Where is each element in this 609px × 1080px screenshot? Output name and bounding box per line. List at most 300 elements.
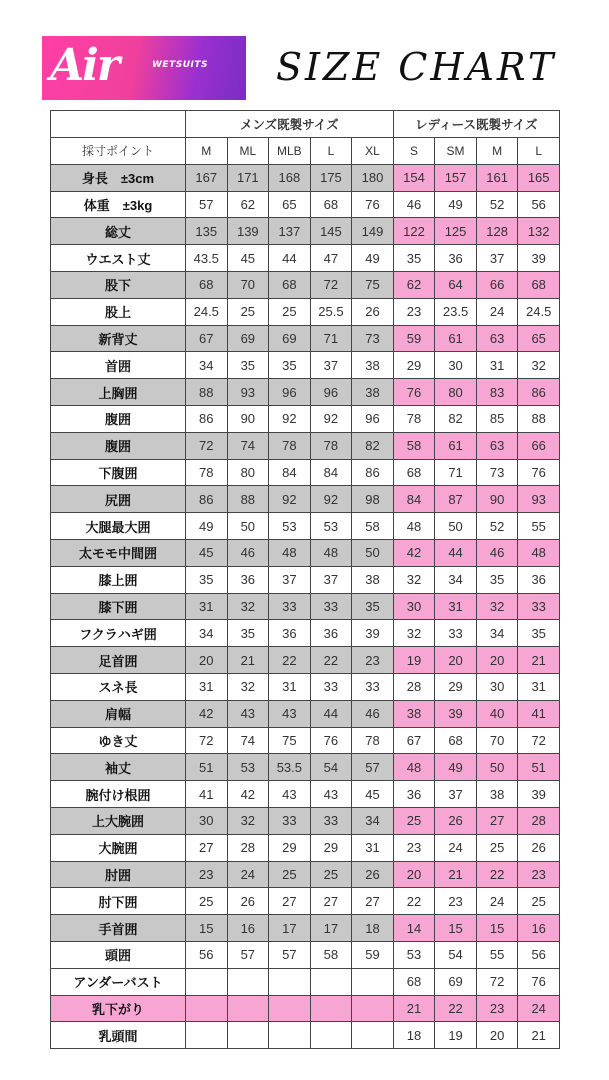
mens-value-cell: 57 bbox=[269, 941, 311, 968]
ladies-value-cell: 66 bbox=[518, 432, 560, 459]
ladies-value-cell: 22 bbox=[435, 995, 477, 1022]
ladies-value-cell: 28 bbox=[393, 673, 435, 700]
mens-value-cell: 33 bbox=[310, 673, 352, 700]
mens-value-cell: 50 bbox=[227, 513, 269, 540]
mens-value-cell: 67 bbox=[186, 325, 228, 352]
mens-value-cell: 38 bbox=[352, 352, 394, 379]
mens-value-cell: 68 bbox=[186, 271, 228, 298]
ladies-value-cell: 25 bbox=[393, 807, 435, 834]
measure-label: 腹囲 bbox=[51, 405, 186, 432]
table-row bbox=[51, 325, 560, 352]
measure-label: 肘囲 bbox=[51, 861, 186, 888]
mens-value-cell: 43.5 bbox=[186, 245, 228, 272]
mens-value-cell: 29 bbox=[269, 834, 311, 861]
mens-value-cell bbox=[186, 968, 228, 995]
ladies-value-cell: 39 bbox=[518, 781, 560, 808]
mens-value-cell: 37 bbox=[310, 566, 352, 593]
ladies-value-cell: 20 bbox=[476, 647, 518, 674]
ladies-value-cell: 19 bbox=[435, 1022, 477, 1049]
mens-value-cell: 42 bbox=[186, 700, 228, 727]
ladies-value-cell: 33 bbox=[518, 593, 560, 620]
mens-value-cell: 41 bbox=[186, 781, 228, 808]
mens-value-cell: 135 bbox=[186, 218, 228, 245]
size-header: M bbox=[186, 138, 228, 165]
ladies-value-cell: 67 bbox=[393, 727, 435, 754]
ladies-value-cell: 28 bbox=[518, 807, 560, 834]
table-row bbox=[51, 539, 560, 566]
mens-value-cell: 72 bbox=[186, 727, 228, 754]
measure-label: 太モモ中間囲 bbox=[51, 539, 186, 566]
ladies-value-cell: 33 bbox=[435, 620, 477, 647]
ladies-value-cell: 49 bbox=[435, 191, 477, 218]
ladies-value-cell: 29 bbox=[435, 673, 477, 700]
mens-value-cell: 35 bbox=[227, 620, 269, 647]
ladies-value-cell: 65 bbox=[518, 325, 560, 352]
mens-value-cell: 34 bbox=[186, 620, 228, 647]
measure-label: 体重 ±3kg bbox=[51, 191, 186, 218]
mens-group-header: メンズ既製サイズ bbox=[186, 111, 394, 138]
mens-value-cell: 26 bbox=[352, 861, 394, 888]
ladies-value-cell: 157 bbox=[435, 164, 477, 191]
mens-value-cell: 88 bbox=[186, 379, 228, 406]
ladies-value-cell: 82 bbox=[435, 405, 477, 432]
mens-value-cell: 32 bbox=[227, 807, 269, 834]
ladies-value-cell: 90 bbox=[476, 486, 518, 513]
mens-value-cell: 96 bbox=[310, 379, 352, 406]
ladies-value-cell: 14 bbox=[393, 915, 435, 942]
size-header: L bbox=[518, 138, 560, 165]
ladies-value-cell: 63 bbox=[476, 432, 518, 459]
table-row bbox=[51, 647, 560, 674]
mens-value-cell: 23 bbox=[186, 861, 228, 888]
ladies-value-cell: 51 bbox=[518, 754, 560, 781]
mens-value-cell: 33 bbox=[310, 807, 352, 834]
ladies-value-cell: 27 bbox=[476, 807, 518, 834]
table-row bbox=[51, 405, 560, 432]
mens-value-cell: 180 bbox=[352, 164, 394, 191]
mens-value-cell: 22 bbox=[269, 647, 311, 674]
mens-value-cell: 86 bbox=[352, 459, 394, 486]
mens-value-cell: 27 bbox=[186, 834, 228, 861]
table-row bbox=[51, 1022, 560, 1049]
mens-value-cell: 21 bbox=[227, 647, 269, 674]
mens-value-cell: 43 bbox=[269, 781, 311, 808]
mens-value-cell: 44 bbox=[310, 700, 352, 727]
mens-value-cell: 38 bbox=[352, 566, 394, 593]
ladies-value-cell: 63 bbox=[476, 325, 518, 352]
mens-value-cell: 34 bbox=[352, 807, 394, 834]
mens-value-cell bbox=[352, 1022, 394, 1049]
mens-value-cell: 20 bbox=[186, 647, 228, 674]
mens-value-cell: 25 bbox=[269, 298, 311, 325]
ladies-value-cell: 72 bbox=[476, 968, 518, 995]
measure-label: 上胸囲 bbox=[51, 379, 186, 406]
mens-value-cell: 149 bbox=[352, 218, 394, 245]
mens-value-cell: 43 bbox=[269, 700, 311, 727]
mens-value-cell: 23 bbox=[352, 647, 394, 674]
mens-value-cell: 171 bbox=[227, 164, 269, 191]
measure-label: 下腹囲 bbox=[51, 459, 186, 486]
mens-value-cell: 51 bbox=[186, 754, 228, 781]
mens-value-cell: 48 bbox=[310, 539, 352, 566]
measure-label: 肩幅 bbox=[51, 700, 186, 727]
table-row bbox=[51, 245, 560, 272]
mens-value-cell: 96 bbox=[269, 379, 311, 406]
mens-value-cell: 68 bbox=[310, 191, 352, 218]
mens-value-cell: 76 bbox=[352, 191, 394, 218]
mens-value-cell: 84 bbox=[310, 459, 352, 486]
mens-value-cell: 17 bbox=[269, 915, 311, 942]
ladies-value-cell: 40 bbox=[476, 700, 518, 727]
ladies-value-cell: 61 bbox=[435, 325, 477, 352]
mens-value-cell bbox=[269, 1022, 311, 1049]
mens-value-cell bbox=[269, 968, 311, 995]
mens-value-cell: 36 bbox=[310, 620, 352, 647]
ladies-value-cell: 165 bbox=[518, 164, 560, 191]
ladies-value-cell: 23 bbox=[476, 995, 518, 1022]
table-row bbox=[51, 888, 560, 915]
size-header: ML bbox=[227, 138, 269, 165]
table-row bbox=[51, 593, 560, 620]
ladies-value-cell: 24 bbox=[476, 888, 518, 915]
mens-value-cell: 50 bbox=[352, 539, 394, 566]
mens-value-cell: 145 bbox=[310, 218, 352, 245]
ladies-value-cell: 58 bbox=[393, 432, 435, 459]
measure-label: スネ長 bbox=[51, 673, 186, 700]
ladies-value-cell: 44 bbox=[435, 539, 477, 566]
ladies-value-cell: 31 bbox=[476, 352, 518, 379]
mens-value-cell: 18 bbox=[352, 915, 394, 942]
mens-value-cell: 75 bbox=[352, 271, 394, 298]
mens-value-cell: 71 bbox=[310, 325, 352, 352]
mens-value-cell: 35 bbox=[352, 593, 394, 620]
ladies-value-cell: 46 bbox=[476, 539, 518, 566]
ladies-value-cell: 54 bbox=[435, 941, 477, 968]
ladies-value-cell: 88 bbox=[518, 405, 560, 432]
mens-value-cell: 25 bbox=[186, 888, 228, 915]
ladies-value-cell: 24 bbox=[518, 995, 560, 1022]
ladies-value-cell: 52 bbox=[476, 191, 518, 218]
ladies-value-cell: 128 bbox=[476, 218, 518, 245]
mens-value-cell: 168 bbox=[269, 164, 311, 191]
ladies-value-cell: 25 bbox=[518, 888, 560, 915]
mens-value-cell bbox=[352, 995, 394, 1022]
mens-value-cell: 78 bbox=[186, 459, 228, 486]
ladies-value-cell: 53 bbox=[393, 941, 435, 968]
mens-value-cell: 25 bbox=[269, 861, 311, 888]
ladies-value-cell: 48 bbox=[393, 754, 435, 781]
ladies-value-cell: 85 bbox=[476, 405, 518, 432]
mens-value-cell: 25.5 bbox=[310, 298, 352, 325]
measure-label: 袖丈 bbox=[51, 754, 186, 781]
measure-label: フクラハギ囲 bbox=[51, 620, 186, 647]
ladies-value-cell: 48 bbox=[393, 513, 435, 540]
ladies-value-cell: 39 bbox=[435, 700, 477, 727]
mens-value-cell: 82 bbox=[352, 432, 394, 459]
table-row bbox=[51, 727, 560, 754]
mens-value-cell: 38 bbox=[352, 379, 394, 406]
ladies-value-cell: 29 bbox=[393, 352, 435, 379]
mens-value-cell: 76 bbox=[310, 727, 352, 754]
size-header: XL bbox=[352, 138, 394, 165]
logo-text: Air bbox=[50, 40, 119, 91]
table-row bbox=[51, 191, 560, 218]
ladies-value-cell: 154 bbox=[393, 164, 435, 191]
ladies-value-cell: 32 bbox=[393, 620, 435, 647]
ladies-value-cell: 36 bbox=[435, 245, 477, 272]
mens-value-cell: 90 bbox=[227, 405, 269, 432]
mens-value-cell: 43 bbox=[227, 700, 269, 727]
ladies-value-cell: 30 bbox=[393, 593, 435, 620]
ladies-value-cell: 42 bbox=[393, 539, 435, 566]
mens-value-cell bbox=[310, 995, 352, 1022]
mens-value-cell: 28 bbox=[227, 834, 269, 861]
ladies-value-cell: 34 bbox=[435, 566, 477, 593]
mens-value-cell: 53.5 bbox=[269, 754, 311, 781]
ladies-value-cell: 64 bbox=[435, 271, 477, 298]
mens-value-cell: 78 bbox=[310, 432, 352, 459]
table-row bbox=[51, 941, 560, 968]
ladies-value-cell: 37 bbox=[476, 245, 518, 272]
ladies-value-cell: 23.5 bbox=[435, 298, 477, 325]
ladies-value-cell: 24 bbox=[435, 834, 477, 861]
mens-value-cell: 49 bbox=[186, 513, 228, 540]
mens-value-cell: 15 bbox=[186, 915, 228, 942]
ladies-value-cell: 21 bbox=[518, 1022, 560, 1049]
ladies-value-cell: 30 bbox=[435, 352, 477, 379]
ladies-value-cell: 125 bbox=[435, 218, 477, 245]
ladies-value-cell: 38 bbox=[476, 781, 518, 808]
mens-value-cell: 42 bbox=[227, 781, 269, 808]
mens-value-cell: 27 bbox=[310, 888, 352, 915]
ladies-value-cell: 22 bbox=[476, 861, 518, 888]
mens-value-cell: 92 bbox=[269, 486, 311, 513]
measure-label: 大腕囲 bbox=[51, 834, 186, 861]
ladies-value-cell: 68 bbox=[435, 727, 477, 754]
ladies-value-cell: 55 bbox=[518, 513, 560, 540]
mens-value-cell: 72 bbox=[310, 271, 352, 298]
mens-value-cell: 31 bbox=[352, 834, 394, 861]
table-row bbox=[51, 861, 560, 888]
size-chart-table bbox=[50, 110, 560, 1049]
measure-label: ゆき丈 bbox=[51, 727, 186, 754]
mens-value-cell bbox=[227, 1022, 269, 1049]
ladies-value-cell: 20 bbox=[476, 1022, 518, 1049]
table-row bbox=[51, 620, 560, 647]
table-row bbox=[51, 513, 560, 540]
ladies-value-cell: 59 bbox=[393, 325, 435, 352]
table-row bbox=[51, 298, 560, 325]
ladies-value-cell: 69 bbox=[435, 968, 477, 995]
measure-label: 膝下囲 bbox=[51, 593, 186, 620]
mens-value-cell: 74 bbox=[227, 727, 269, 754]
ladies-value-cell: 72 bbox=[518, 727, 560, 754]
mens-value-cell: 31 bbox=[186, 673, 228, 700]
mens-value-cell: 47 bbox=[310, 245, 352, 272]
mens-value-cell: 16 bbox=[227, 915, 269, 942]
ladies-value-cell: 132 bbox=[518, 218, 560, 245]
mens-value-cell: 22 bbox=[310, 647, 352, 674]
mens-value-cell: 96 bbox=[352, 405, 394, 432]
mens-value-cell: 53 bbox=[269, 513, 311, 540]
mens-value-cell: 139 bbox=[227, 218, 269, 245]
mens-value-cell: 78 bbox=[269, 432, 311, 459]
mens-value-cell: 80 bbox=[227, 459, 269, 486]
table-row bbox=[51, 700, 560, 727]
mens-value-cell bbox=[186, 1022, 228, 1049]
ladies-value-cell: 31 bbox=[518, 673, 560, 700]
page-title: SIZE CHART bbox=[276, 45, 557, 89]
logo-subtext: WETSUITS bbox=[152, 60, 208, 70]
mens-value-cell: 86 bbox=[186, 405, 228, 432]
mens-value-cell: 92 bbox=[310, 405, 352, 432]
ladies-value-cell: 78 bbox=[393, 405, 435, 432]
measure-label: 首囲 bbox=[51, 352, 186, 379]
ladies-value-cell: 66 bbox=[476, 271, 518, 298]
measure-label: 膝上囲 bbox=[51, 566, 186, 593]
table-row bbox=[51, 995, 560, 1022]
mens-value-cell: 93 bbox=[227, 379, 269, 406]
ladies-value-cell: 16 bbox=[518, 915, 560, 942]
mens-value-cell: 56 bbox=[186, 941, 228, 968]
table-row bbox=[51, 459, 560, 486]
measure-label: 腕付け根囲 bbox=[51, 781, 186, 808]
ladies-value-cell: 41 bbox=[518, 700, 560, 727]
ladies-value-cell: 20 bbox=[393, 861, 435, 888]
measure-label: 上大腕囲 bbox=[51, 807, 186, 834]
mens-value-cell: 137 bbox=[269, 218, 311, 245]
mens-value-cell: 86 bbox=[186, 486, 228, 513]
ladies-value-cell: 36 bbox=[518, 566, 560, 593]
ladies-value-cell: 50 bbox=[476, 754, 518, 781]
mens-value-cell: 54 bbox=[310, 754, 352, 781]
mens-value-cell: 84 bbox=[269, 459, 311, 486]
ladies-value-cell: 62 bbox=[393, 271, 435, 298]
ladies-value-cell: 35 bbox=[393, 245, 435, 272]
mens-value-cell bbox=[227, 968, 269, 995]
ladies-value-cell: 38 bbox=[393, 700, 435, 727]
mens-value-cell: 59 bbox=[352, 941, 394, 968]
ladies-group-header: レディース既製サイズ bbox=[393, 111, 559, 138]
measure-label: 総丈 bbox=[51, 218, 186, 245]
mens-value-cell: 34 bbox=[186, 352, 228, 379]
table-row bbox=[51, 807, 560, 834]
ladies-value-cell: 87 bbox=[435, 486, 477, 513]
mens-value-cell: 46 bbox=[227, 539, 269, 566]
ladies-value-cell: 24.5 bbox=[518, 298, 560, 325]
mens-value-cell: 33 bbox=[269, 593, 311, 620]
mens-value-cell: 36 bbox=[269, 620, 311, 647]
ladies-value-cell: 80 bbox=[435, 379, 477, 406]
mens-value-cell: 39 bbox=[352, 620, 394, 647]
ladies-value-cell: 34 bbox=[476, 620, 518, 647]
measure-label: 肘下囲 bbox=[51, 888, 186, 915]
ladies-value-cell: 20 bbox=[435, 647, 477, 674]
size-header-row bbox=[51, 138, 560, 165]
ladies-value-cell: 24 bbox=[476, 298, 518, 325]
ladies-value-cell: 52 bbox=[476, 513, 518, 540]
table-row bbox=[51, 271, 560, 298]
mens-value-cell: 32 bbox=[227, 673, 269, 700]
table-row bbox=[51, 486, 560, 513]
mens-value-cell: 92 bbox=[269, 405, 311, 432]
size-header: M bbox=[476, 138, 518, 165]
mens-value-cell: 98 bbox=[352, 486, 394, 513]
mens-value-cell: 49 bbox=[352, 245, 394, 272]
ladies-value-cell: 35 bbox=[518, 620, 560, 647]
ladies-value-cell: 56 bbox=[518, 941, 560, 968]
mens-value-cell: 25 bbox=[310, 861, 352, 888]
mens-value-cell: 31 bbox=[186, 593, 228, 620]
ladies-value-cell: 23 bbox=[393, 834, 435, 861]
mens-value-cell: 45 bbox=[186, 539, 228, 566]
ladies-value-cell: 76 bbox=[393, 379, 435, 406]
mens-value-cell: 31 bbox=[269, 673, 311, 700]
mens-value-cell: 33 bbox=[352, 673, 394, 700]
ladies-value-cell: 32 bbox=[393, 566, 435, 593]
ladies-value-cell: 161 bbox=[476, 164, 518, 191]
ladies-value-cell: 32 bbox=[518, 352, 560, 379]
brand-logo bbox=[42, 36, 246, 100]
mens-value-cell: 62 bbox=[227, 191, 269, 218]
ladies-value-cell: 19 bbox=[393, 647, 435, 674]
ladies-value-cell: 26 bbox=[435, 807, 477, 834]
mens-value-cell: 36 bbox=[227, 566, 269, 593]
mens-value-cell: 43 bbox=[310, 781, 352, 808]
mens-value-cell: 27 bbox=[352, 888, 394, 915]
mens-value-cell: 75 bbox=[269, 727, 311, 754]
point-label: 採寸ポイント bbox=[51, 138, 186, 165]
mens-value-cell: 57 bbox=[227, 941, 269, 968]
ladies-value-cell: 73 bbox=[476, 459, 518, 486]
mens-value-cell bbox=[310, 1022, 352, 1049]
ladies-value-cell: 76 bbox=[518, 968, 560, 995]
ladies-value-cell: 37 bbox=[435, 781, 477, 808]
mens-value-cell: 70 bbox=[227, 271, 269, 298]
mens-value-cell: 69 bbox=[227, 325, 269, 352]
mens-value-cell: 32 bbox=[227, 593, 269, 620]
mens-value-cell: 92 bbox=[310, 486, 352, 513]
corner-cell bbox=[51, 111, 186, 138]
table-row bbox=[51, 754, 560, 781]
measure-label: 股上 bbox=[51, 298, 186, 325]
size-header: SM bbox=[435, 138, 477, 165]
ladies-value-cell: 71 bbox=[435, 459, 477, 486]
mens-value-cell: 68 bbox=[269, 271, 311, 298]
table-row bbox=[51, 915, 560, 942]
mens-value-cell: 45 bbox=[352, 781, 394, 808]
table-row bbox=[51, 352, 560, 379]
measure-label: 足首囲 bbox=[51, 647, 186, 674]
mens-value-cell: 26 bbox=[352, 298, 394, 325]
measure-label: 尻囲 bbox=[51, 486, 186, 513]
mens-value-cell: 58 bbox=[352, 513, 394, 540]
mens-value-cell: 26 bbox=[227, 888, 269, 915]
mens-value-cell: 53 bbox=[227, 754, 269, 781]
measure-label: 大腿最大囲 bbox=[51, 513, 186, 540]
mens-value-cell: 30 bbox=[186, 807, 228, 834]
ladies-value-cell: 36 bbox=[393, 781, 435, 808]
mens-value-cell: 72 bbox=[186, 432, 228, 459]
ladies-value-cell: 49 bbox=[435, 754, 477, 781]
ladies-value-cell: 50 bbox=[435, 513, 477, 540]
ladies-value-cell: 25 bbox=[476, 834, 518, 861]
ladies-value-cell: 48 bbox=[518, 539, 560, 566]
measure-label: 股下 bbox=[51, 271, 186, 298]
mens-value-cell: 33 bbox=[269, 807, 311, 834]
mens-value-cell bbox=[352, 968, 394, 995]
ladies-value-cell: 68 bbox=[393, 968, 435, 995]
